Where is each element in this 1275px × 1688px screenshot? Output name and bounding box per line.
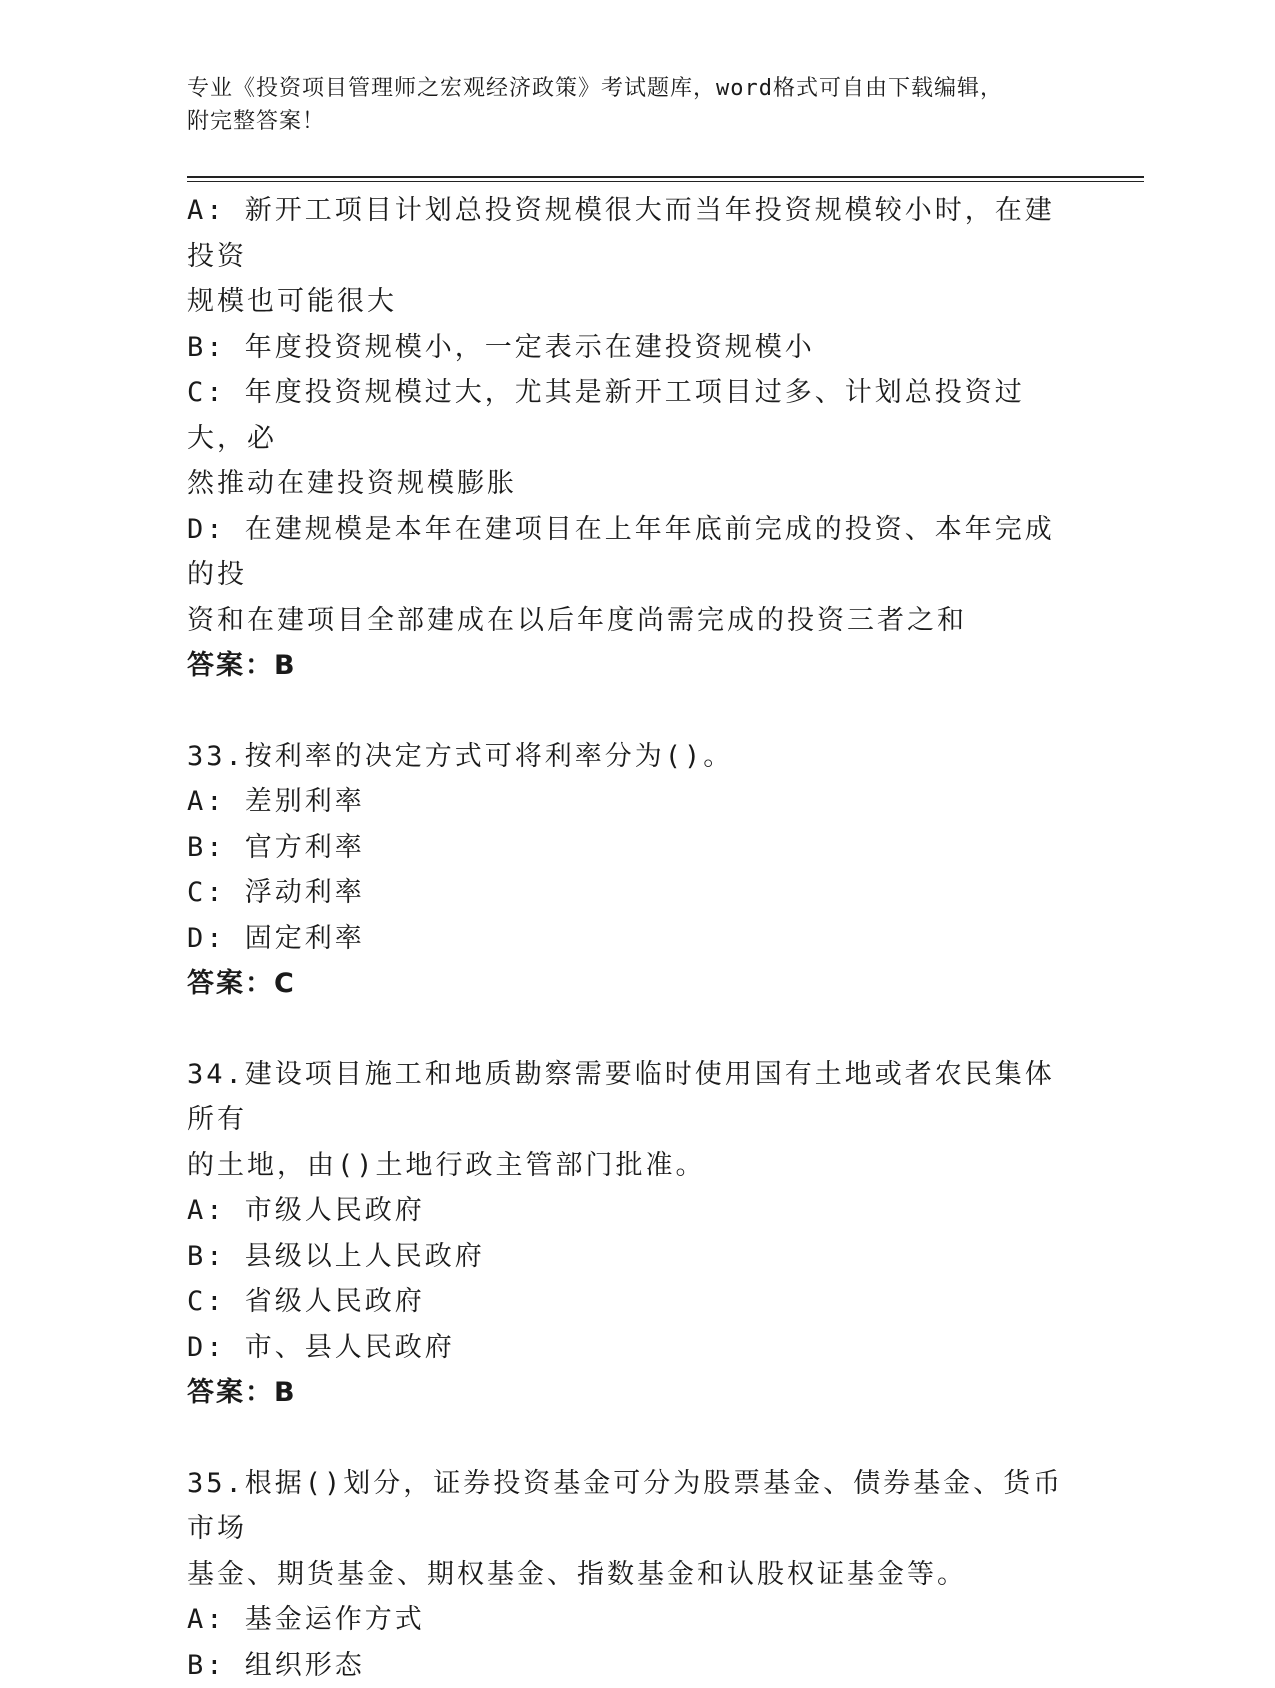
header-line-1: 专业《投资项目管理师之宏观经济政策》考试题库，word格式可自由下载编辑，: [187, 72, 1087, 105]
option-c: C: 省级人民政府: [187, 1279, 1067, 1325]
option-b: B: 年度投资规模小，一定表示在建投资规模小: [187, 325, 1067, 371]
question-stem-line-1: 34.建设项目施工和地质勘察需要临时使用国有土地或者农民集体所有: [187, 1052, 1067, 1143]
option-d-line-2: 资和在建项目全部建成在以后年度尚需完成的投资三者之和: [187, 598, 1067, 644]
option-a: A: 市级人民政府: [187, 1188, 1067, 1234]
question-stem-line-1: 35.根据()划分，证券投资基金可分为股票基金、债券基金、货币市场: [187, 1461, 1067, 1552]
option-c-line-2: 然推动在建投资规模膨胀: [187, 461, 1067, 507]
page-header: [187, 72, 1087, 138]
option-a: A: 基金运作方式: [187, 1597, 1067, 1643]
option-d: D: 固定利率: [187, 916, 1067, 962]
header-divider-thin: [187, 181, 1144, 182]
prev-question-block: [187, 188, 1067, 689]
option-d: D: 市、县人民政府: [187, 1325, 1067, 1371]
question-34-block: [187, 1052, 1067, 1416]
option-b: B: 组织形态: [187, 1643, 1067, 1688]
option-a-line-1: A: 新开工项目计划总投资规模很大而当年投资规模较小时，在建投资: [187, 188, 1067, 279]
option-b: B: 官方利率: [187, 825, 1067, 871]
question-33-block: [187, 734, 1067, 1007]
option-b: B: 县级以上人民政府: [187, 1234, 1067, 1280]
question-stem-line-2: 基金、期货基金、期权基金、指数基金和认股权证基金等。: [187, 1552, 1067, 1598]
option-a-line-2: 规模也可能很大: [187, 279, 1067, 325]
answer-label: 答案：B: [187, 1370, 1067, 1416]
option-a: A: 差别利率: [187, 779, 1067, 825]
question-35-block: [187, 1461, 1067, 1688]
option-d-line-1: D: 在建规模是本年在建项目在上年年底前完成的投资、本年完成的投: [187, 507, 1067, 598]
question-stem-line-2: 的土地，由()土地行政主管部门批准。: [187, 1143, 1067, 1189]
question-content: [187, 188, 1067, 1688]
answer-label: 答案：C: [187, 961, 1067, 1007]
question-stem: 33.按利率的决定方式可将利率分为()。: [187, 734, 1067, 780]
header-line-2: 附完整答案！: [187, 105, 1087, 138]
answer-label: 答案：B: [187, 643, 1067, 689]
option-c-line-1: C: 年度投资规模过大，尤其是新开工项目过多、计划总投资过大，必: [187, 370, 1067, 461]
header-divider-thick: [187, 176, 1144, 178]
option-c: C: 浮动利率: [187, 870, 1067, 916]
